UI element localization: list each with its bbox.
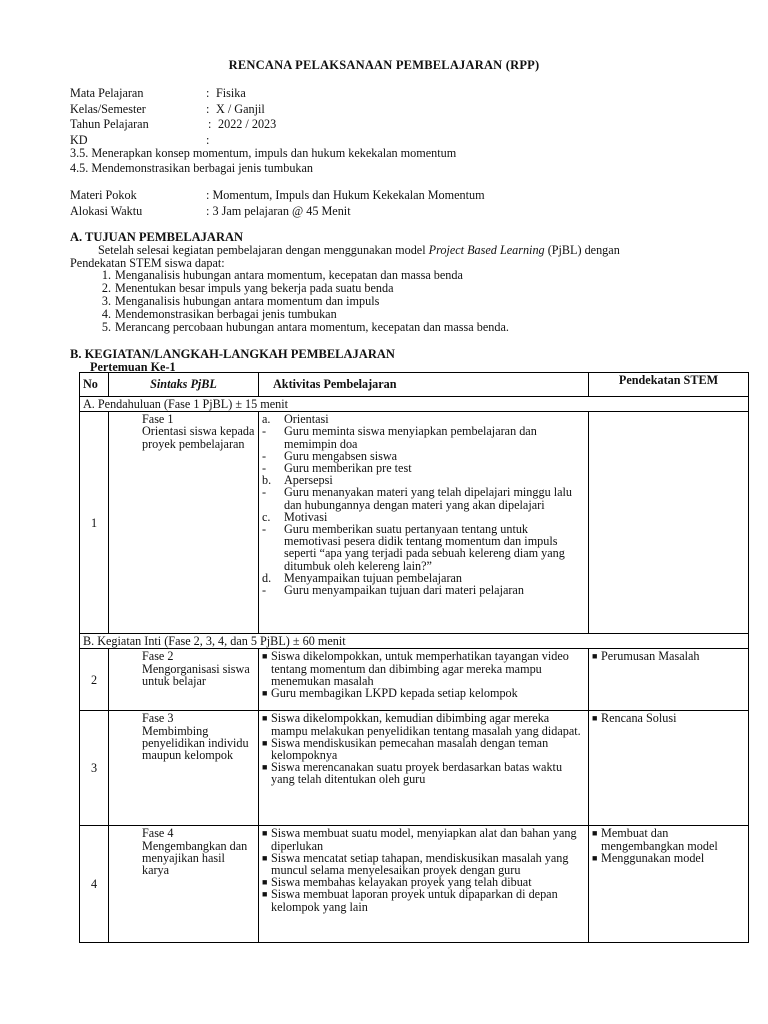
objective-text: Merancang percobaan hubungan antara momentum, kecepatan dan massa benda. [115, 320, 509, 334]
intro-text-before: Setelah selesai kegiatan pembelajaran dengan menggunakan model [98, 243, 429, 257]
identity-separator: : [206, 132, 210, 147]
activity-bullet [262, 650, 585, 687]
table-row [80, 649, 749, 711]
sintaks-cell [109, 412, 259, 634]
bullet-icon: ■ [262, 651, 268, 662]
bullet-icon: ■ [262, 762, 268, 773]
activity-line [262, 425, 585, 449]
objective-text: Menganalisis hubungan antara momentum, kecepatan dan massa benda [115, 268, 463, 282]
objective-number: 2. [101, 281, 111, 295]
stem-text: Menggunakan model [601, 850, 705, 865]
activity-marker: - [262, 583, 267, 598]
table-row [80, 826, 749, 943]
identity-row-subject [70, 86, 710, 102]
activity-text: Guru memberikan suatu pertanyaan tentang untuk memotivasi pesera didik tentang momentum dan impuls seperti “apa yang terjadi pada sebuah kelereng diam yang ditumbuk oleh kelereng lain?” [284, 522, 565, 573]
meta-label: Alokasi Waktu [70, 203, 143, 218]
activity-text: Orientasi [284, 412, 329, 427]
stem-cell [589, 412, 749, 634]
table-header-row [80, 373, 749, 397]
header-no: No [80, 373, 109, 397]
stem-bullet [592, 827, 745, 851]
learning-model-name: Project Based Learning [428, 243, 545, 257]
phase-description: Mengembangkan dan menyajikan hasil karya [142, 838, 248, 878]
activity-text: Siswa mendiskusikan pemecahan masalah dengan teman kelompoknya [271, 735, 549, 763]
activities-cell [259, 826, 589, 943]
identity-value: Fisika [216, 86, 246, 100]
activity-line [262, 486, 585, 510]
activity-bullet [262, 687, 585, 699]
identity-separator: : [208, 117, 212, 131]
activity-text: Apersepsi [284, 473, 333, 488]
phase-title: Fase 3 [142, 711, 174, 726]
bullet-icon: ■ [262, 828, 268, 839]
intro-text-after: (PjBL) dengan [544, 243, 620, 257]
activity-text: Guru meminta siswa menyiapkan pembelajaran dan memimpin doa [284, 424, 537, 451]
row-number: 2 [80, 649, 109, 711]
objective-text: Mendemonstrasikan berbagai jenis tumbukan [115, 307, 337, 321]
meta-block [70, 188, 710, 219]
activity-text: Guru memberikan pre test [284, 461, 412, 476]
activity-bullet [262, 761, 585, 785]
bullet-icon: ■ [262, 877, 268, 888]
row-number: 1 [80, 412, 109, 634]
phase-title: Fase 1 [142, 412, 174, 427]
meta-separator: : [206, 188, 210, 202]
row-number: 3 [80, 711, 109, 826]
activity-bullet [262, 712, 585, 736]
stem-bullet [592, 650, 745, 662]
bullet-icon: ■ [592, 828, 598, 839]
objective-number: 3. [101, 294, 111, 308]
objective-text: Menganalisis hubungan antara momentum dan impuls [115, 294, 380, 308]
identity-block [70, 86, 710, 148]
identity-value: X / Ganjil [216, 101, 265, 116]
phase-description: Orientasi siswa kepada proyek pembelajaran [142, 424, 255, 451]
objective-text: Menentukan besar impuls yang bekerja pada suatu benda [115, 281, 394, 295]
stem-cell [589, 711, 749, 826]
objective-number: 4. [101, 307, 111, 321]
meta-separator: : [206, 203, 210, 218]
section-b-heading: B. KEGIATAN/LANGKAH-LANGKAH PEMBELAJARAN [70, 347, 395, 361]
identity-separator: : [206, 86, 210, 100]
activity-text: Guru menyampaikan tujuan dari materi pelajaran [284, 583, 524, 598]
identity-label: Kelas/Semester [70, 101, 146, 116]
bullet-icon: ■ [262, 688, 268, 699]
document-title: RENCANA PELAKSANAAN PEMBELAJARAN (RPP) [228, 58, 540, 72]
activity-bullet [262, 827, 585, 851]
intro-line-2: Pendekatan STEM siswa dapat: [70, 256, 225, 270]
meta-row-time [70, 204, 710, 220]
header-sintaks: Sintaks PjBL [109, 373, 259, 397]
meta-label: Materi Pokok [70, 188, 137, 202]
identity-value: 2022 / 2023 [218, 117, 277, 131]
activity-text: Siswa dikelompokkan, kemudian dibimbing agar mereka mampu melakukan penyelidikan tentang masalah yang didapat. [271, 711, 581, 738]
activity-text: Siswa mencatat setiap tahapan, mendiskusikan masalah yang muncul selama menyelesaikan proyek dengan guru [271, 850, 569, 878]
objectives-list [70, 269, 710, 334]
phase-description: Membimbing penyelidikan individu maupun kelompok [142, 723, 249, 763]
sintaks-cell [109, 711, 259, 826]
identity-label: Tahun Pelajaran [70, 117, 149, 131]
activity-marker: - [262, 461, 267, 476]
activities-cell [259, 711, 589, 826]
activity-text: Siswa merencanakan suatu proyek berdasarkan batas waktu yang telah ditentukan oleh guru [271, 760, 563, 787]
phase-row-pendahuluan [80, 397, 749, 412]
stem-bullet [592, 712, 745, 724]
stem-cell [589, 826, 749, 943]
activities-cell [259, 649, 589, 711]
objective-number: 5. [101, 320, 111, 334]
sintaks-cell [109, 649, 259, 711]
bullet-icon: ■ [262, 737, 268, 748]
meta-value: 3 Jam pelajaran @ 45 Menit [212, 203, 351, 218]
activity-marker: a. [262, 412, 271, 427]
stem-text: Perumusan Masalah [601, 649, 700, 664]
objective-item [70, 321, 710, 334]
activity-marker: - [262, 448, 267, 463]
activity-line [262, 584, 585, 596]
meta-value: Momentum, Impuls dan Hukum Kekekalan Momentum [212, 188, 485, 202]
activity-text: Motivasi [284, 509, 328, 524]
activity-marker: d. [262, 570, 272, 585]
phase-label: A. Pendahuluan (Fase 1 PjBL) ± 15 menit [80, 397, 749, 412]
header-aktivitas: Aktivitas Pembelajaran [259, 373, 589, 397]
activity-text: Siswa membuat suatu model, menyiapkan alat dan bahan yang diperlukan [271, 826, 577, 853]
bullet-icon: ■ [262, 889, 268, 900]
phase-title: Fase 4 [142, 826, 174, 841]
stem-text: Rencana Solusi [601, 711, 677, 726]
identity-row-class [70, 102, 710, 118]
activity-marker: - [262, 424, 267, 439]
activity-text: Menyampaikan tujuan pembelajaran [284, 570, 463, 585]
objective-number: 1. [101, 268, 111, 282]
bullet-icon: ■ [592, 651, 598, 662]
activity-text: Siswa membuat laporan proyek untuk dipaparkan di depan kelompok yang lain [271, 887, 558, 914]
activity-text: Siswa membahas kelayakan proyek yang telah dibuat [271, 875, 532, 890]
activity-text: Siswa dikelompokkan, untuk memperhatikan tayangan video tentang momentum dan dibimbing agar mereka mampu menemukan masalah [271, 649, 569, 688]
table-row [80, 412, 749, 634]
activity-text: Guru mengabsen siswa [284, 448, 398, 463]
activity-marker: c. [262, 509, 271, 524]
stem-cell [589, 649, 749, 711]
bullet-icon: ■ [592, 713, 598, 724]
activity-bullet [262, 737, 585, 761]
objectives-intro [70, 244, 710, 270]
stem-bullet [592, 852, 745, 864]
bullet-icon: ■ [262, 852, 268, 863]
identity-row-year [70, 117, 710, 133]
activity-text: Guru membagikan LKPD kepada setiap kelompok [271, 686, 518, 701]
phase-description: Mengorganisasi siswa untuk belajar [142, 661, 250, 688]
identity-label: KD [70, 132, 88, 147]
activity-marker: - [262, 485, 267, 500]
activity-text: Guru menanyakan materi yang telah dipelajari minggu lalu dan hubungannya dengan materi yang akan dipelajari [284, 485, 573, 512]
stem-text: Membuat dan mengembangkan model [601, 826, 718, 853]
learning-steps-table [79, 372, 749, 943]
kd-list [70, 146, 456, 176]
activities-cell [259, 412, 589, 634]
phase-title: Fase 2 [142, 649, 174, 664]
row-number: 4 [80, 826, 109, 943]
section-a-heading: A. TUJUAN PEMBELAJARAN [70, 230, 244, 244]
bullet-icon: ■ [262, 713, 268, 724]
activity-marker: b. [262, 473, 272, 488]
bullet-icon: ■ [592, 852, 598, 863]
activity-marker: - [262, 522, 267, 537]
kd-item: 4.5. Mendemonstrasikan berbagai jenis tumbukan [70, 161, 314, 175]
meta-row-material [70, 188, 710, 204]
phase-label: B. Kegiatan Inti (Fase 2, 3, 4, dan 5 PjBL) ± 60 menit [80, 634, 749, 649]
activity-line [262, 523, 585, 572]
identity-label: Mata Pelajaran [70, 86, 144, 100]
phase-row-inti [80, 634, 749, 649]
activity-bullet [262, 852, 585, 876]
sintaks-cell [109, 826, 259, 943]
meeting-label: Pertemuan Ke-1 [90, 360, 176, 374]
kd-item: 3.5. Menerapkan konsep momentum, impuls dan hukum kekekalan momentum [70, 146, 457, 160]
table-row [80, 711, 749, 826]
identity-separator: : [206, 101, 210, 116]
activity-bullet [262, 888, 585, 912]
header-stem: Pendekatan STEM [589, 373, 749, 397]
